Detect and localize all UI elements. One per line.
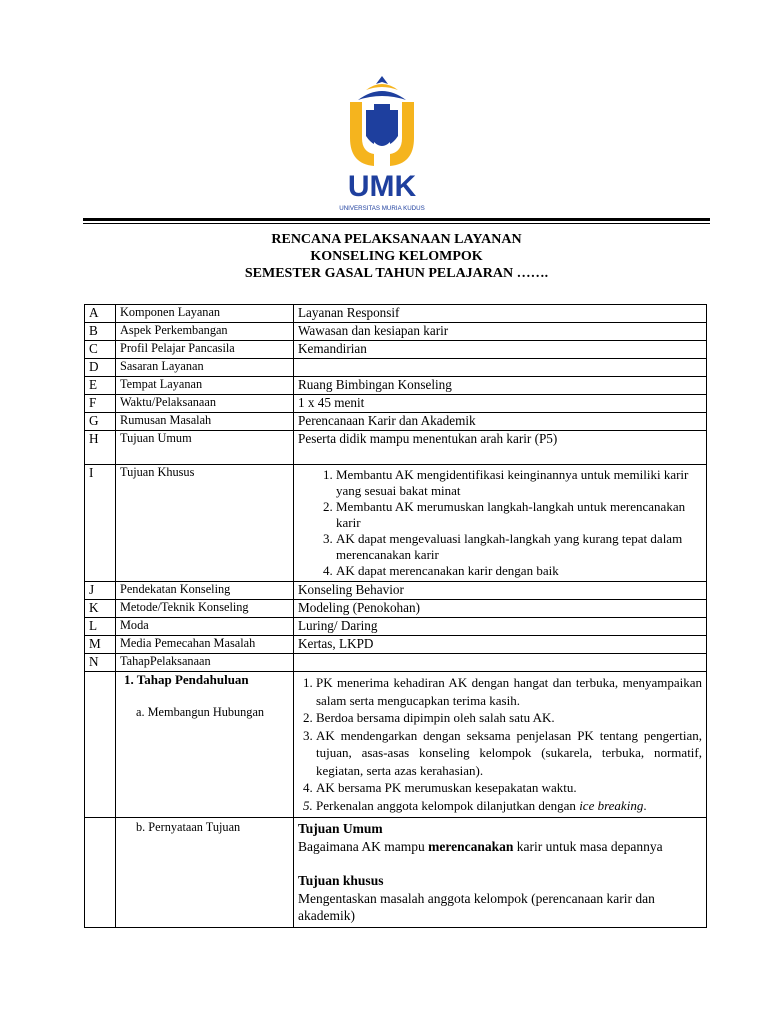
row-b [85, 323, 707, 341]
list-item: 1. PK menerima kehadiran AK dengan hangat dan terbuka, menyampaikan salam serta mengucapkan terima kasih. [316, 674, 702, 709]
row-j [85, 582, 707, 600]
tujuan-umum-label: Tujuan Umum [298, 821, 383, 836]
row-letter: N [85, 654, 116, 672]
row-n [85, 654, 707, 672]
list-item: 2. Membantu AK merumuskan langkah-langkah untuk merencanakan karir [336, 499, 702, 531]
row-letter: G [85, 413, 116, 431]
tujuan-khusus-list [298, 467, 702, 579]
row-letter: E [85, 377, 116, 395]
text-bold: merencanakan [428, 838, 514, 854]
logo-text: UMK [347, 170, 417, 203]
row-value: Peserta didik mampu menentukan arah karir (P5) [294, 431, 707, 465]
row-letter: L [85, 618, 116, 636]
row-label: Tujuan Umum [116, 431, 294, 465]
list-item: 4. AK bersama PK merumuskan kesepakatan waktu. [316, 779, 702, 797]
row-a [85, 305, 707, 323]
title-line-1: RENCANA PELAKSANAAN LAYANAN [271, 232, 522, 247]
item-text: Perkenalan anggota kelompok dilanjutkan dengan [316, 797, 580, 813]
row-value: Ruang Bimbingan Konseling [294, 377, 707, 395]
list-item: 2. Berdoa bersama dipimpin oleh salah satu AK. [316, 709, 702, 727]
row-h [85, 431, 707, 465]
row-letter: A [85, 305, 116, 323]
row-label: Moda [116, 618, 294, 636]
row-label: Tempat Layanan [116, 377, 294, 395]
row-label: Rumusan Masalah [116, 413, 294, 431]
row-label: TahapPelaksanaan [116, 654, 294, 672]
item-end: . [643, 797, 647, 813]
row-letter: F [85, 395, 116, 413]
tujuan-cell [294, 818, 707, 928]
tujuan-umum-text [298, 838, 702, 856]
stage-steps [294, 672, 707, 818]
row-label: Sasaran Layanan [116, 359, 294, 377]
row-label: Waktu/Pelaksanaan [116, 395, 294, 413]
row-value [294, 359, 707, 377]
row-letter: C [85, 341, 116, 359]
row-value: Wawasan dan kesiapan karir [294, 323, 707, 341]
stage-cell [116, 672, 294, 818]
title-line-2: KONSELING KELOMPOK [310, 249, 483, 264]
empty-cell [85, 818, 116, 928]
row-value: Modeling (Penokohan) [294, 600, 707, 618]
title-line-3: SEMESTER GASAL TAHUN PELAJARAN ……. [244, 266, 549, 281]
row-label: Media Pemecahan Masalah [116, 636, 294, 654]
empty-cell [85, 672, 116, 818]
row-l [85, 618, 707, 636]
stage-sub-b: b. Pernyataan Tujuan [136, 820, 241, 834]
row-letter: K [85, 600, 116, 618]
spacer [298, 855, 702, 872]
stage-1b-row [85, 818, 707, 928]
row-f [85, 395, 707, 413]
text-part: Bagaimana AK mampu [298, 838, 429, 854]
row-label: Metode/Teknik Konseling [116, 600, 294, 618]
row-value: Luring/ Daring [294, 618, 707, 636]
row-letter: H [85, 431, 116, 465]
row-label: Aspek Perkembangan [116, 323, 294, 341]
stage-cell [116, 818, 294, 928]
row-c [85, 341, 707, 359]
row-value: Layanan Responsif [294, 305, 707, 323]
document-title [83, 231, 710, 282]
logo-subtext: UNIVERSITAS MURIA KUDUS [339, 205, 425, 212]
row-letter: J [85, 582, 116, 600]
row-value [294, 465, 707, 582]
row-letter: I [85, 465, 116, 582]
row-letter: D [85, 359, 116, 377]
text-part: karir untuk masa depannya [513, 838, 663, 854]
row-k [85, 600, 707, 618]
tujuan-khusus-label: Tujuan khusus [298, 873, 384, 888]
row-label: Tujuan Khusus [116, 465, 294, 582]
header-rule-thick [83, 218, 710, 221]
row-letter: B [85, 323, 116, 341]
row-m [85, 636, 707, 654]
list-item: 1. Membantu AK mengidentifikasi keinginannya untuk memiliki karir yang sesuai bakat minat [336, 467, 702, 499]
tujuan-khusus-text: Mengentaskan masalah anggota kelompok (perencanaan karir dan akademik) [298, 890, 655, 923]
row-g [85, 413, 707, 431]
list-item: 3. AK dapat mengevaluasi langkah-langkah yang kurang tepat dalam merencanakan karir [336, 531, 702, 563]
row-e [85, 377, 707, 395]
row-value: Kertas, LKPD [294, 636, 707, 654]
logo-crown [376, 76, 388, 84]
row-letter: M [85, 636, 116, 654]
item-italic: ice breaking [579, 797, 644, 813]
row-value: 1 x 45 menit [294, 395, 707, 413]
row-value: Perencanaan Karir dan Akademik [294, 413, 707, 431]
row-label: Pendekatan Konseling [116, 582, 294, 600]
umk-logo [330, 70, 434, 216]
row-i [85, 465, 707, 582]
list-item [316, 797, 702, 815]
stage-sub-a: a. Membangun Hubungan [136, 705, 265, 719]
row-value: Kemandirian [294, 341, 707, 359]
list-item: 3. AK mendengarkan dengan seksama penjelasan PK tentang pengertian, tujuan, asas-asas konseling kelompok (sukarela, terbuka, normatif, kegiatan, serta azas kerahasian). [316, 727, 702, 780]
row-value [294, 654, 707, 672]
stage-title: 1. Tahap Pendahuluan [124, 672, 249, 687]
plan-table [84, 304, 707, 928]
header-rule-thin [83, 223, 710, 224]
list-item: 4. AK dapat merencanakan karir dengan baik [336, 563, 702, 579]
stage-1-row [85, 672, 707, 818]
row-label: Profil Pelajar Pancasila [116, 341, 294, 359]
row-value: Konseling Behavior [294, 582, 707, 600]
pendahuluan-list [298, 674, 702, 814]
row-d [85, 359, 707, 377]
row-label: Komponen Layanan [116, 305, 294, 323]
